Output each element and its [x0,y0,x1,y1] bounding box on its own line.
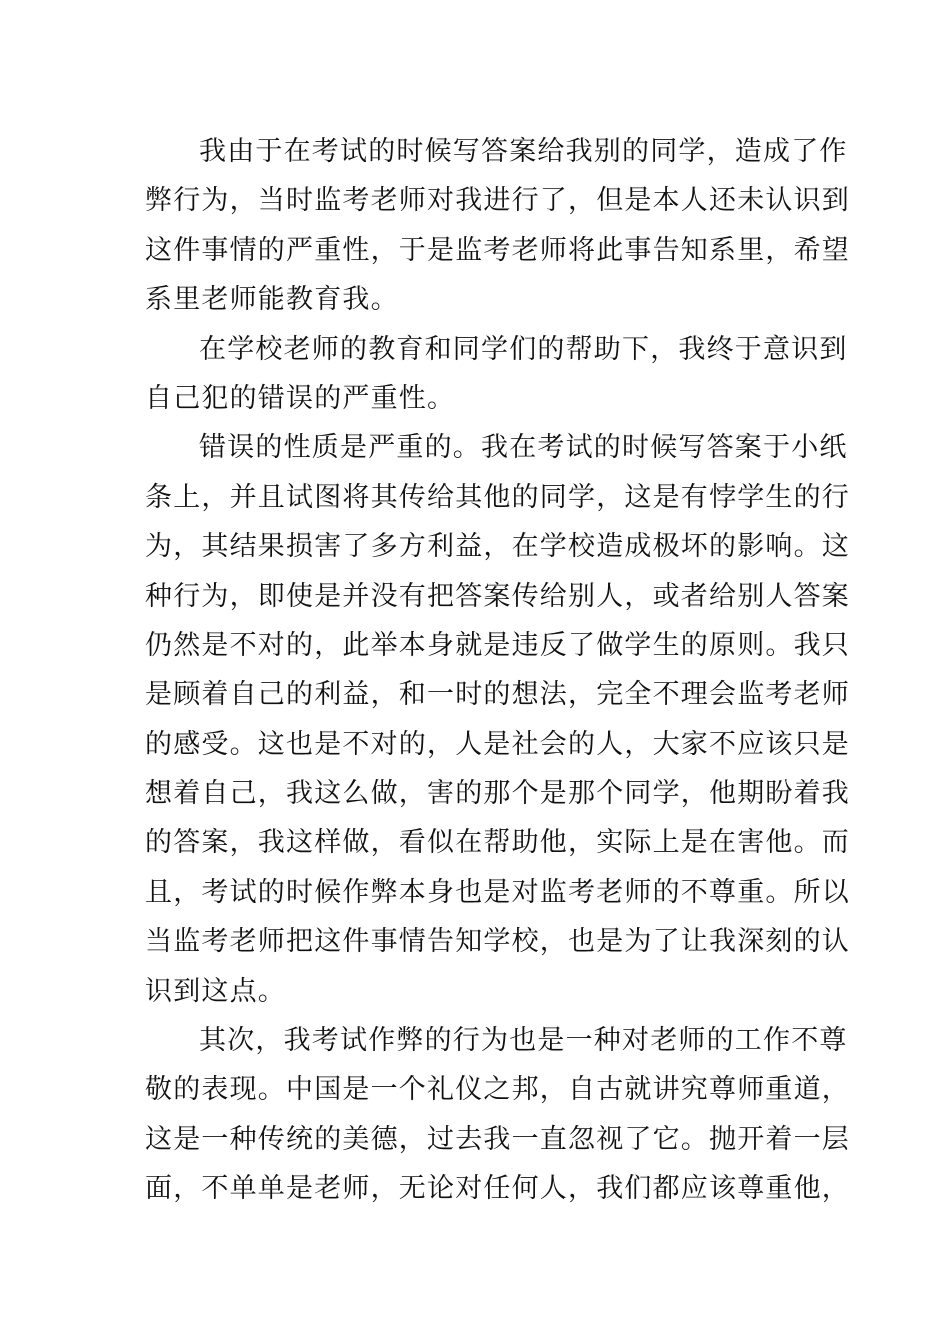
text-line: 这件事情的严重性，于是监考老师将此事告知系里，希望 [145,234,850,266]
paragraph [145,423,850,1016]
paragraph [145,127,850,325]
text-line: 识到这点。 [145,975,286,1007]
text-line: 是顾着自己的利益，和一时的想法，完全不理会监考老师 [145,679,850,711]
text-line: 这是一种传统的美德，过去我一直忽视了它。抛开着一层 [145,1123,850,1155]
text-line: 面，不单单是老师，无论对任何人，我们都应该尊重他， [145,1173,850,1205]
text-line: 在学校老师的教育和同学们的帮助下，我终于意识到 [199,333,848,365]
paragraph [145,1016,850,1214]
text-line: 我由于在考试的时候写答案给我别的同学，造成了作 [199,136,848,167]
text-line: 的答案，我这样做，看似在帮助他，实际上是在害他。而 [145,827,850,859]
text-line: 想着自己，我这么做，害的那个是那个同学，他期盼着我 [145,778,850,810]
text-line: 条上，并且试图将其传给其他的同学，这是有悖学生的行 [145,481,850,513]
paragraph [145,325,848,424]
text-line: 系里老师能教育我。 [145,284,399,316]
text-line: 当监考老师把这件事情告知学校，也是为了让我深刻的认 [145,926,850,958]
text-line: 错误的性质是严重的。我在考试的时候写答案于小纸 [199,432,848,464]
document-body [145,127,850,1214]
text-line: 的感受。这也是不对的，人是社会的人，大家不应该只是 [145,728,850,760]
text-line: 自己犯的错误的严重性。 [145,382,456,414]
text-line: 种行为，即使是并没有把答案传给别人，或者给别人答案 [145,580,850,612]
text-line: 仍然是不对的，此举本身就是违反了做学生的原则。我只 [145,629,850,661]
text-line: 其次，我考试作弊的行为也是一种对老师的工作不尊 [199,1025,848,1057]
text-line: 且，考试的时候作弊本身也是对监考老师的不尊重。所以 [145,876,850,908]
text-line: 为，其结果损害了多方利益，在学校造成极坏的影响。这 [145,531,850,563]
text-line: 弊行为，当时监考老师对我进行了，但是本人还未认识到 [145,185,850,217]
text-line: 敬的表现。中国是一个礼仪之邦，自古就讲究尊师重道， [145,1074,850,1106]
